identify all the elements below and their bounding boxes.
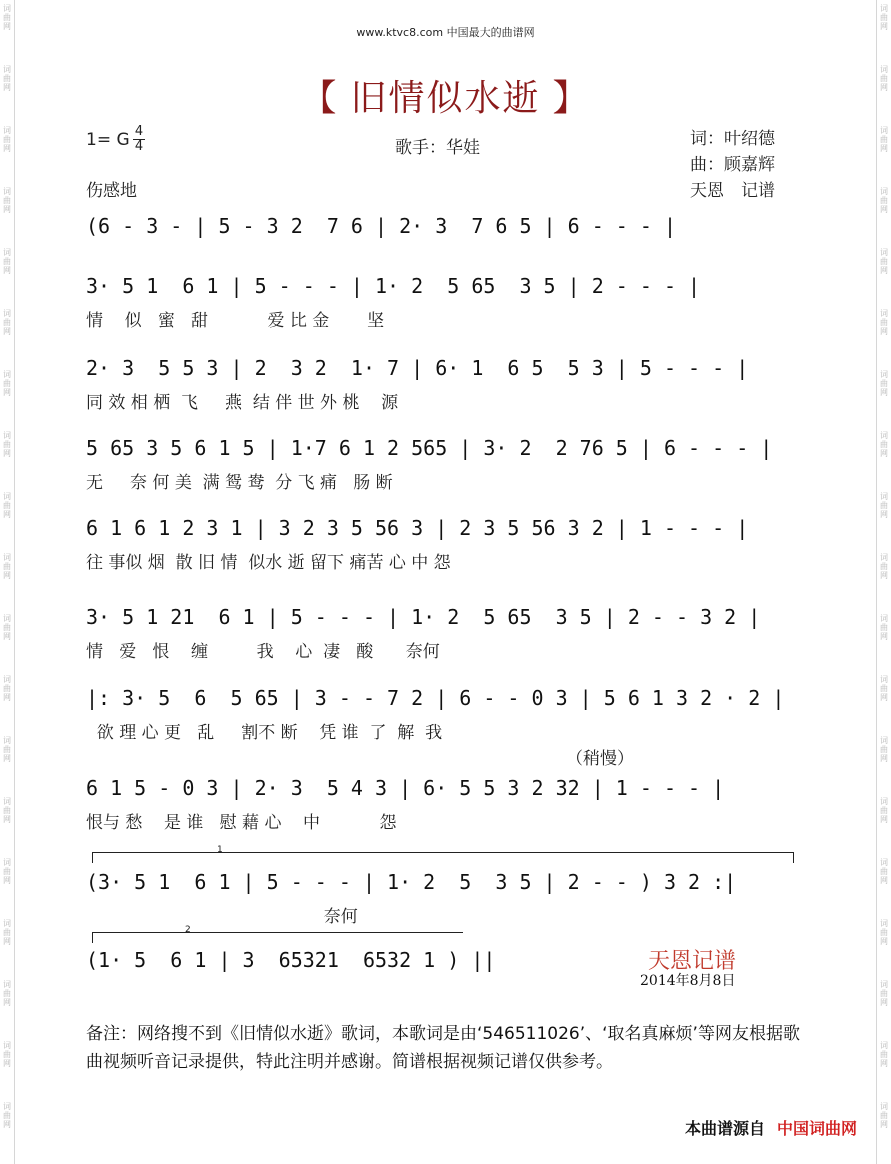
time-top: 4 (134, 124, 144, 139)
watermark-text: 词 曲 网 (3, 736, 11, 763)
watermark-text: 词 曲 网 (3, 858, 11, 885)
watermark-text: 词 曲 网 (3, 65, 11, 92)
right-watermark-strip (876, 0, 891, 1164)
key-signature: 1= G (86, 130, 130, 150)
transcription-date: 2014年8月8日 (640, 973, 736, 989)
lyric-row: 同 效 相 栖 飞 燕 结 伴 世 外 桃 源 (86, 393, 399, 413)
watermark-text: 词 曲 网 (3, 1102, 11, 1129)
transcriber-signature: 天恩记谱 (648, 949, 737, 974)
lyric-row: 情 似 蜜 甜 爱 比 金 坚 (86, 311, 385, 331)
lyric-row: 恨与 愁 是 谁 慰 藉 心 中 怨 (86, 813, 397, 833)
watermark-text: 词 曲 网 (3, 980, 11, 1007)
watermark-text: 词 曲 网 (880, 65, 888, 92)
watermark-text: 词 曲 网 (880, 919, 888, 946)
watermark-text: 词 曲 网 (880, 1102, 888, 1129)
notation-row: 6 1 6 1 2 3 1 | 3 2 3 5 56 3 | 2 3 5 56 3 2 | 1 - - - | (86, 516, 749, 540)
notation-row: (3· 5 1 6 1 | 5 - - - | 1· 2 5 3 5 | 2 - - ) 3 2 :| (86, 870, 737, 894)
tempo-mark: （稍慢） (566, 749, 634, 769)
watermark-text: 词 曲 网 (880, 187, 888, 214)
footer-brand: 中国词曲网 (776, 1119, 857, 1138)
watermark-text: 词 曲 网 (3, 1041, 11, 1068)
watermark-text: 词 曲 网 (880, 492, 888, 519)
composer: 曲：顾嘉辉 (690, 155, 775, 175)
watermark-text: 词 曲 网 (3, 492, 11, 519)
notation-row: 6 1 5 - 0 3 | 2· 3 5 4 3 | 6· 5 5 3 2 32 | 1 - - - | (86, 776, 725, 800)
lyric-row: 无 奈 何 美 满 鸳 鸯 分 飞 痛 肠 断 (86, 473, 393, 493)
watermark-text: 词 曲 网 (880, 675, 888, 702)
title-text: 旧情似水逝 (350, 78, 541, 119)
volta-1 (92, 845, 794, 863)
watermark-text: 词 曲 网 (880, 4, 888, 31)
singer: 歌手：华娃 (395, 138, 480, 158)
watermark-text: 词 曲 网 (3, 248, 11, 275)
site-header: www.ktvc8.com 中国最大的曲谱网 (356, 26, 535, 39)
title-bracket-open: 【 (300, 78, 339, 119)
volta-1-label: 1 (217, 845, 223, 855)
watermark-text: 词 曲 网 (3, 431, 11, 458)
lyric-row: 欲 理 心 更 乱 割不 断 凭 谁 了 解 我 (86, 723, 443, 743)
lyric-row: 奈何 (86, 907, 358, 927)
footer-source: 本曲谱源自 (684, 1119, 765, 1138)
watermark-text: 词 曲 网 (880, 736, 888, 763)
watermark-text: 词 曲 网 (3, 675, 11, 702)
left-watermark-strip (0, 0, 15, 1164)
volta-2 (92, 925, 463, 943)
notation-row: 3· 5 1 21 6 1 | 5 - - - | 1· 2 5 65 3 5 | 2 - - 3 2 | (86, 605, 761, 629)
notation-row: 3· 5 1 6 1 | 5 - - - | 1· 2 5 65 3 5 | 2 - - - | (86, 274, 701, 298)
watermark-text: 词 曲 网 (3, 4, 11, 31)
watermark-text: 词 曲 网 (880, 126, 888, 153)
transcriber: 天恩 记谱 (690, 181, 775, 201)
score-title (0, 70, 891, 121)
lyric-row: 往 事似 烟 散 旧 情 似水 逝 留下 痛苦 心 中 怨 (86, 553, 451, 573)
watermark-text: 词 曲 网 (3, 614, 11, 641)
remark-note: 备注：网络搜不到《旧情似水逝》歌词，本歌词是由‘546511026’、‘取名真麻烦’等网友根据歌曲视频听音记录提供，特此注明并感谢。简谱根据视频记谱仅供参考。 (86, 1024, 800, 1072)
watermark-text: 词 曲 网 (880, 797, 888, 824)
watermark-text: 词 曲 网 (3, 919, 11, 946)
watermark-text: 词 曲 网 (880, 370, 888, 397)
watermark-text: 词 曲 网 (880, 553, 888, 580)
notation-row: (6 - 3 - | 5 - 3 2 7 6 | 2· 3 7 6 5 | 6 - - - | (86, 214, 677, 238)
watermark-text: 词 曲 网 (3, 187, 11, 214)
volta-2-label: 2 (185, 925, 191, 935)
watermark-text: 词 曲 网 (880, 248, 888, 275)
time-signature (133, 126, 145, 153)
time-bottom: 4 (134, 139, 144, 154)
watermark-text: 词 曲 网 (3, 309, 11, 336)
watermark-text: 词 曲 网 (880, 980, 888, 1007)
watermark-text: 词 曲 网 (880, 1041, 888, 1068)
watermark-text: 词 曲 网 (880, 858, 888, 885)
watermark-text: 词 曲 网 (880, 431, 888, 458)
mood-marking: 伤感地 (86, 181, 137, 201)
watermark-text: 词 曲 网 (880, 614, 888, 641)
watermark-text: 词 曲 网 (3, 553, 11, 580)
notation-row: (1· 5 6 1 | 3 65321 6532 1 ) || (86, 948, 496, 972)
watermark-text: 词 曲 网 (3, 797, 11, 824)
lyric-row: 情 爱 恨 缠 我 心 凄 酸 奈何 (86, 642, 440, 662)
title-bracket-close: 】 (552, 78, 591, 119)
watermark-text: 词 曲 网 (3, 126, 11, 153)
notation-row: 5 65 3 5 6 1 5 | 1·7 6 1 2 565 | 3· 2 2 76 5 | 6 - - - | (86, 436, 773, 460)
watermark-text: 词 曲 网 (3, 370, 11, 397)
watermark-text: 词 曲 网 (880, 309, 888, 336)
lyricist: 词：叶绍德 (690, 129, 775, 149)
notation-row: |: 3· 5 6 5 65 | 3 - - 7 2 | 6 - - 0 3 | 5 6 1 3 2 · 2 | (86, 686, 785, 710)
notation-row: 2· 3 5 5 3 | 2 3 2 1· 7 | 6· 1 6 5 5 3 | 5 - - - | (86, 356, 749, 380)
footer (685, 1116, 857, 1139)
